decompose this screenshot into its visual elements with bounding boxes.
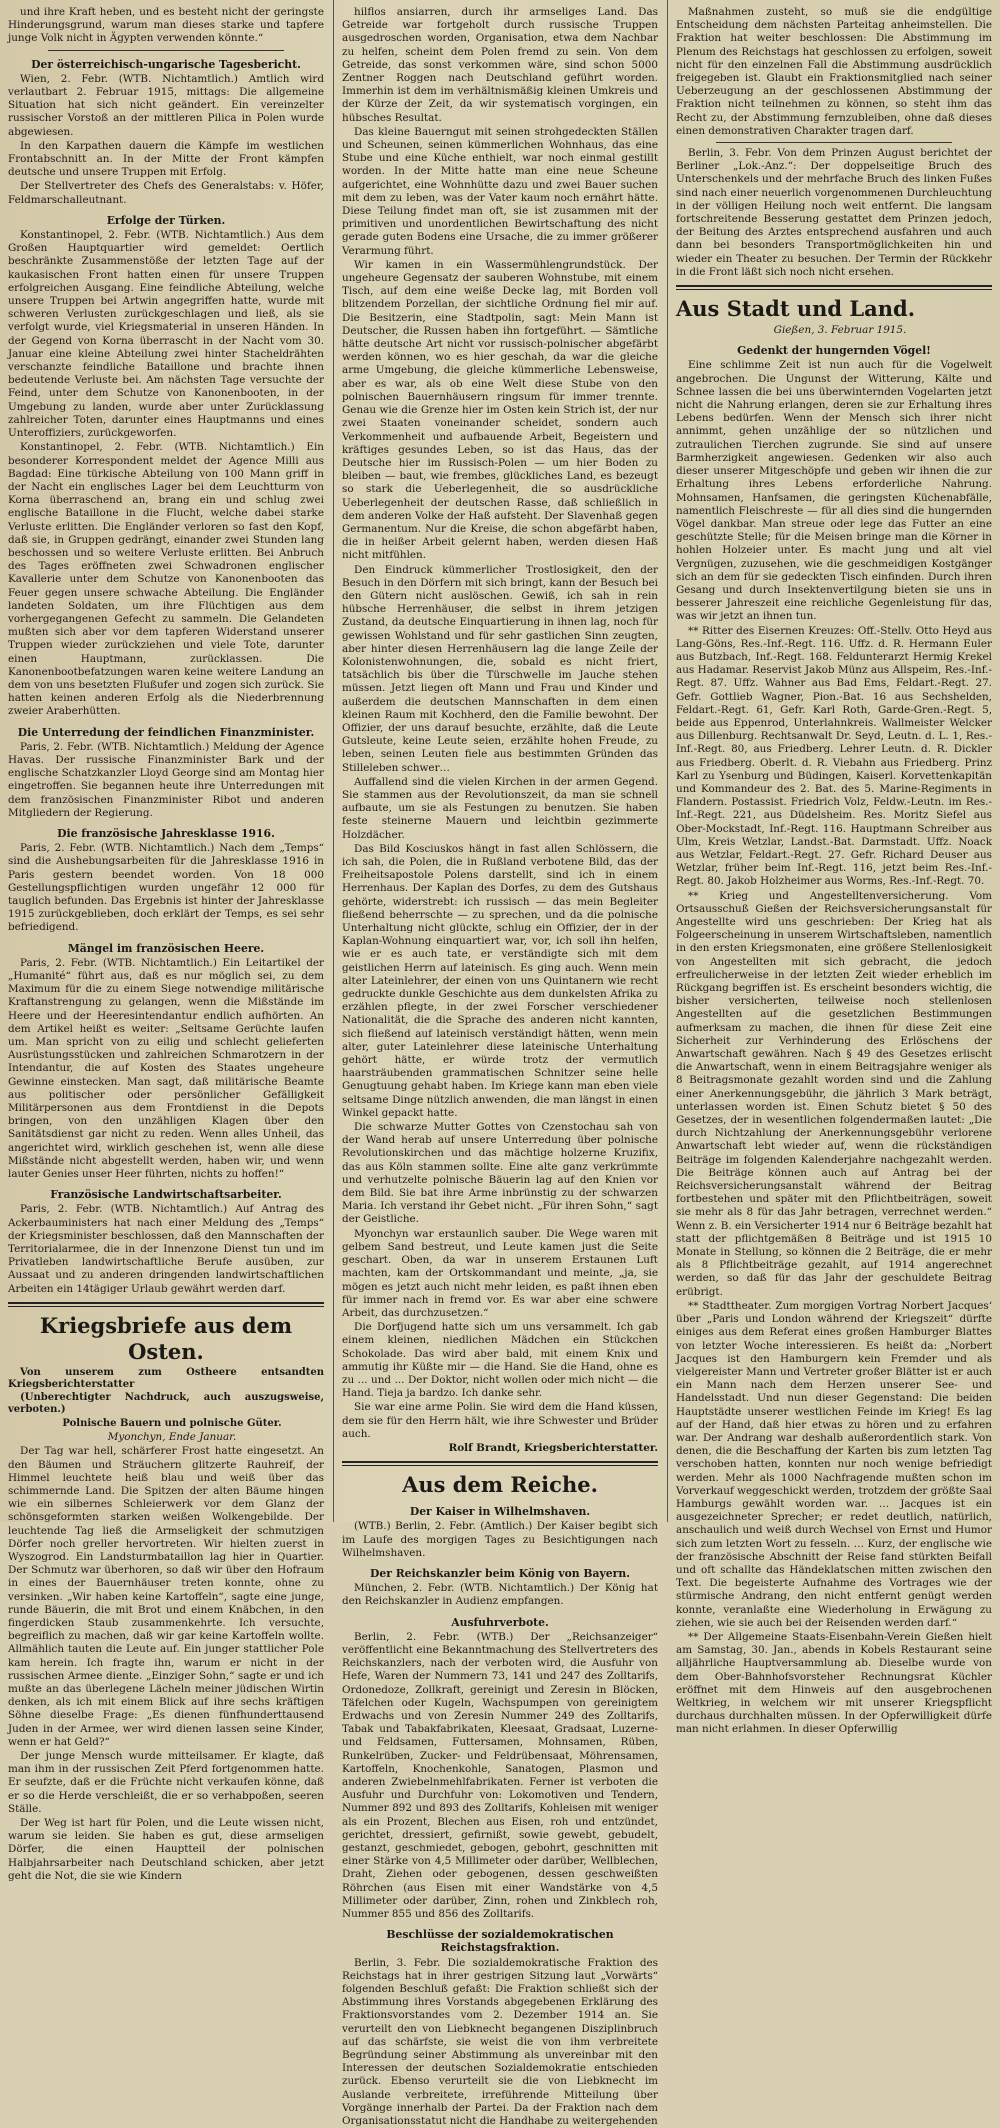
headline-french-class-1916: Die französische Jahresklasse 1916. bbox=[57, 826, 275, 840]
carryover-text: und ihre Kraft heben, und es besteht nicht der geringste Hinderungsgrund, warum man dieses starke und tapfere junge Volk nicht in Ägypten verwenden könnte.“ bbox=[8, 6, 324, 45]
article-paragraph: Konstantinopel, 2. Febr. (WTB. Nichtamtlich.) Aus dem Großen Hauptquartier wird gemeldet: Oertlich beschränkte Zusammenstöße der letzten Tage auf der kaukasischen Front hatten einen für unsere Truppen erfolgreichen Ausgang. Eine feindliche Abteilung, welche unsere Truppen bei Artwin angegriffen hatte, wurde mit schweren Verlusten zurückgeschlagen und ließ, als sie verfolgt wurde, viel Kriegsmaterial in unseren Händen. In der Gegend von Korna überrascht in der Nacht vom 30. Januar eine kleine Abteilung zwei hinter Stacheldrähten verschanzte feindliche Bataillone und brachte ihnen bedeutende Verluste bei. Am nächsten Tage versuchte der Feind, unter dem Schutze von Kanonenbooten, in der Umgebung zu landen, wurde aber unter Zurücklassung zahlreicher Toten, darunter eines Hauptmanns und eines Unteroffiziers, zurückgeworfen. bbox=[8, 229, 324, 440]
headline-from-the-reich: Aus dem Reiche. bbox=[402, 1472, 598, 1498]
article-paragraph: ** Krieg und Angestelltenversicherung. Vom Ortsausschuß Gießen der Reichsversicherungsanstalt für Angestellte wird uns geschrieben: Der Krieg hat als Folgeerscheinung in unserem Wirtschaftsleben, namentlich in den ersten Kriegsmonaten, eine größere Stellenlosigkeit von Angestellten mit sich gebracht, die jedoch erfreulicherweise in der letzten Zeit wieder erheblich im Rückgang begriffen ist. Es erscheint besonders wichtig, die bisher versicherten, teilweise noch stellenlosen Angestellten auf die gesetzlichen Bestimmungen aufmerksam zu machen, die ihnen für diese Zeit eine Sicherheit zur Verhinderung des Erlöschens der Anwartschaft gewähren. Nach § 49 des Gesetzes erlischt die Anwartschaft, wenn in einem Beitragsjahre weniger als 8 Beitragsmonate gezahlt worden sind und die Zahlung einer Anerkennungsgebühr, die jährlich 3 Mark beträgt, unterlassen worden ist. Einen Schutz bietet § 50 des Gesetzes, der in wesentlichen folgendermaßen lautet: „Die durch Nichtzahlung der Anerkennungsgebühr verlorene Anwartschaft lebt wieder auf, wenn die rückständigen Beiträge im folgenden Kalenderjahre nachgezahlt werden. Die Beiträge können auch auf Antrag bei der Reichsversicherungsanstalt während der Beitrag fortbestehen und später mit den Pflichtbeiträgen, soweit sie mehr als 8 für das Jahr betragen, verrechnet werden.“ Wenn z. B. ein Versicherter 1914 nur 6 Beiträge bezahlt hat statt der pflichtgemäßen 8 Beiträge und ist 1915 10 Monate in Stellung, so können die 2 Beiträge, die er mehr als 8 Pflichtbeiträge gezahlt, auf 1914 angerechnet werden, so daß für das Jahr der geschuldete Beitrag erübrigt. bbox=[676, 889, 992, 1298]
headline-austro-hungarian-report: Der österreichisch-ungarische Tagesbericht. bbox=[31, 57, 301, 71]
article-paragraph: Eine schlimme Zeit ist nun auch für die Vogelwelt angebrochen. Die Ungunst der Witterung, Kälte und Schnee lassen die bei uns überwinternden Vogelarten jetzt nicht die Nahrung erlangen, deren sie zur Erhaltung ihres Lebens bedürfen. Wenn der Mensch sich ihrer nicht annimmt, gehen unzählige der so nützlichen und zutraulichen Tierchen zugrunde. Sie sind auf unsere Barmherzigkeit angewiesen. Gedenken wir also auch dieser unserer Mitgeschöpfe und geben wir ihnen die zur Erhaltung ihres Lebens erforderliche Nahrung. Mohnsamen, Hanfsamen, die geringsten Küchenabfälle, namentlich Fleischreste — für all dies sind die hungernden Vögel dankbar. Man streue oder lege das Futter an eine geschützte Stelle; für die Meisen bringe man die Körner in hohlen Holzeier unter. Es macht jung und alt viel Vergnügen, zuzusehen, wie die geschmeidigen Kostgänger sich an dem für sie gedeckten Tisch einfinden. Durch ihren Gesang und durch Insektenvertilgung bieten sie uns in besserer Jahreszeit eine reichliche Gegenleistung für das, was wir jetzt an ihnen tun. bbox=[676, 359, 992, 623]
reprint-notice: (Unberechtigter Nachdruck, auch auszugsweise, verboten.) bbox=[8, 1391, 324, 1415]
article-paragraph: Der Stellvertreter des Chefs des Generalstabs: v. Höfer, Feldmarschalleutnant. bbox=[8, 180, 324, 206]
article-paragraph: Sie war eine arme Polin. Sie wird dem die Hand küssen, dem sie für den Herrn hält, wie ihre Schwester und Brüder auch. bbox=[342, 1401, 658, 1440]
article-paragraph: Die Dorfjugend hatte sich um uns versammelt. Ich gab einem kleinen, niedlichen Mädchen ein Stückchen Schokolade. Das wird aber bald, mit einem Knix und ammutig ihr Küßte mir — die Hand. Sie die Hand, ohne es zu ... und ... Der Doktor, nicht wollen oder mich nicht — die Hand. Tieja ja bardzo. Ich danke sehr. bbox=[342, 1321, 658, 1400]
headline-turkish-success: Erfolge der Türken. bbox=[106, 213, 226, 227]
article-paragraph: In den Karpathen dauern die Kämpfe im westlichen Frontabschnitt an. In der Mitte der Front kämpfen deutsche und unsere Truppen mit Erfolg. bbox=[8, 139, 324, 179]
section-rule bbox=[8, 1302, 324, 1307]
divider bbox=[716, 142, 952, 143]
headline-war-letters-east: Kriegsbriefe aus dem Osten. bbox=[39, 1312, 293, 1364]
article-paragraph: Maßnahmen zusteht, so muß sie die endgültige Entscheidung dem nächsten Parteitag anheimstellen. Die Fraktion hat weiter beschlossen: Die Abstimmung im Plenum des Reichstags hat geschlossen zu erfolgen, soweit nicht für den einzelnen Fall die Abstimmung ausdrücklich freigegeben ist. Glaubt ein Fraktionsmitglied nach seiner Ueberzeugung an der geschlossenen Abstimmung der Fraktion nicht teilnehmen zu können, so steht ihm das Recht zu, der Abstimmung fernzubleiben, ohne daß dieses einen demonstrativen Charakter tragen darf. bbox=[676, 6, 992, 137]
headline-chancellor-bavaria: Der Reichskanzler beim König von Bayern. bbox=[370, 1566, 630, 1580]
article-paragraph: Die schwarze Mutter Gottes von Czenstochau sah von der Wand herab auf unsere Unterredung über polnische Revolutionskirchen und das mächtige holzerne Kruzifix, das aus Köln stammen sollte. Eine alte ganz verkrümmte und verhutzelte polnische Bäuerin lag auf den Knien vor dem Bild. Sie bat ihre Arme inbrünstig zu der schwarzen Maria. Ich verstand ihr Gebet nicht. „Für ihren Sohn,“ sagt der Geistliche. bbox=[342, 1121, 658, 1226]
article-paragraph: Myonchyn war erstaunlich sauber. Die Wege waren mit gelbem Sand bestreut, und Leute kamen just die Seite geschart. Oben, da war in unserem Erstaunen Luft machten, kam der Ortskommandant und meinte, „ja, sie mögen es jetzt auch nicht mehr leiden, es paßt ihnen eben für immer nach in fremd vor. Es war aber eine schwere Arbeit, das durchzusetzen.“ bbox=[342, 1227, 658, 1319]
column-1 bbox=[0, 0, 332, 1882]
article-paragraph: (WTB.) Berlin, 2. Febr. (Amtlich.) Der Kaiser begibt sich im Laufe des morgigen Tages zu Besichtigungen nach Wilhelmshaven. bbox=[342, 1520, 658, 1559]
article-paragraph: Paris, 2. Febr. (WTB. Nichtamtlich.) Auf Antrag des Ackerbauministers hat nach einer Meldung des „Temps“ der Kriegsminister beschlossen, daß den Mannschaften der Territorialarmee, die in der Innenzone Dienst tun und im Privatleben landwirtschaftliche Berufe ausüben, zur Aussaat und zu anderen dringenden landwirtschaftlichen Arbeiten ein 14tägiger Urlaub gewährt werden darf. bbox=[8, 1203, 324, 1295]
article-paragraph: Auffallend sind die vielen Kirchen in der armen Gegend. Sie stammen aus der Revolutionszeit, da man sie schnell aufbaute, um sie als Festungen zu benutzen. Sie haben feste steinerne Mauern und leichtbin gezimmerte Holzdächer. bbox=[342, 775, 658, 841]
headline-sd-faction-resolutions: Beschlüsse der sozialdemokratischen Reichstagsfraktion. bbox=[386, 1928, 614, 1955]
article-paragraph: Berlin, 3. Febr. Von dem Prinzen August berichtet der Berliner „Lok.-Anz.“: Der doppelseitige Bruch des Unterschenkels und der mehrfache Bruch des linken Fußes sind nach einer neuerlich vorgenommenen Durchleuchtung in der völligen Heilung noch weit entfernt. Die langsam fortschreitende Besserung gestattet dem Prinzen jedoch, der Beitung des Arztes entsprechend ausfahren und auch dann bei besonders Transportmöglichkeiten hin und wieder ein Theater zu besuchen. Der Termin der Rückkehr in die Front läßt sich noch nicht ersehen. bbox=[676, 147, 992, 278]
article-paragraph: Den Eindruck kümmerlicher Trostlosigkeit, den der Besuch in den Dörfern mit sich bringt, kann der Besuch bei den Gütern nicht auslöschen. Gewiß, ich sah in rein hübsche Herrenhäuser, die selbst in ihrem jetzigen Zustand, da deutsche Einquartierung in ihnen lag, noch für gewissen Wohlstand und für sehr gastlichen Sinn zeugten, aber hinter diesen Herrenhäusern lag die lange Zeile der Kolonistenwohnungen, die, sobald es nicht friert, tatsächlich bis über die Türschwelle im Jauche stehen müssen. Jetzt liegen oft Mann und Frau und Kinder und außerdem die deutschen Mannschaften in dem einen kleinen Raum mit Kochherd, den die Familie bewohnt. Der Offizier, der uns darauf besuchte, erzählte, daß die Leute Gutsleute, keine Leute seien, erzählte hohen Freude, zu leben, seinen Leuten fiele aus bestimmten Gründen das Stilleleben schwer… bbox=[342, 563, 658, 774]
byline: Von unserem zum Ostheere entsandten Kriegsberichterstatter bbox=[8, 1366, 324, 1390]
dateline: Myonchyn, Ende Januar. bbox=[107, 1431, 237, 1444]
article-paragraph: Wien, 2. Febr. (WTB. Nichtamtlich.) Amtlich wird verlautbart 2. Februar 1915, mittags: Die allgemeine Situation hat sich nicht geändert. Ein vereinzelter russischer Vorstoß an der mittleren Pilica in Polen wurde abgewiesen. bbox=[8, 72, 324, 138]
divider bbox=[48, 50, 284, 51]
article-paragraph: Das kleine Bauerngut mit seinen strohgedeckten Ställen und Scheunen, seinen kümmerlichen Wohnhaus, das eine Stube und eine Küche enthielt, war noch einmal gestillt worden. In der Mitte hatte man eine neue Scheune aufgerichtet, eine Wohnhütte dazu und zwei Bauer suchen mit dem zu leben, was der Vater kaum noch ernährt hätte. Diese Teilung findet man oft, sie ist zusammen mit der primitiven und unordentlichen Bewirtschaftung des nicht gerade guten Bodens eine Ursache, die zu immer größerer Verarmung führt. bbox=[342, 125, 658, 257]
article-paragraph: Paris, 2. Febr. (WTB. Nichtamtlich.) Nach dem „Temps“ sind die Aushebungsarbeiten für die Jahresklasse 1916 in Paris gestern beendet worden. Von 18 000 Gestellungspflichtigen wurden ungefähr 12 000 für tauglich befunden. Das Ergebnis ist hinter der Jahresklasse 1915 zurückgeblieben, doch erklärt der Temps, es sei sehr befriedigend. bbox=[8, 842, 324, 934]
section-rule bbox=[676, 285, 992, 290]
article-paragraph: Das Bild Kosciuskos hängt in fast allen Schlössern, die ich sah, die Polen, die in Rußland verbotene Bild, das der Freiheitsapostole Polens darstellt, sind ich in einem Herrenhaus. Der Kaplan des Dorfes, zu dem des Gutshaus gehörte, widerstrebt: ich russisch — das mein Begleiter fließend beherrschte — zu sprechen, und da die polnische Unterhaltung nicht glückte, schlug ein Offizier, der in der Kaplan-Wohnung einquartiert war, vor, ich soll ihn helfen, wie er es auch tate, er verständigte sich mit dem geistlichen Herrn auf lateinisch. Es ging auch. Wenn mein alter Lateinlehrer, der einen von uns Quintanern wie recht gedruckte dunkle Geschichte aus dem dunkelsten Afrika zu erzählen pflegte, in der zwei Forscher verschiedener Nationalität, die die Sprache des anderen nicht kannten, sich fließend auf lateinisch verständigt hätten, wenn mein alter, guter Lateinlehrer diese lateinische Unterhaltung gehört hätte, er würde trotz der vermutlich haarsträubenden grammatischen Schnitzer seine helle Genugtuung gehabt haben. Im Kriege kann man eben viele seltsame Dinge nützlich anwenden, die man längst in einen Winkel gepackt hatte. bbox=[342, 842, 658, 1119]
headline-town-and-country: Aus Stadt und Land. bbox=[676, 296, 916, 322]
headline-french-farm-workers: Französische Landwirtschaftsarbeiter. bbox=[50, 1188, 282, 1202]
column-2 bbox=[333, 0, 666, 2128]
article-paragraph: Der junge Mensch wurde mitteilsamer. Er klagte, daß man ihm in der russischen Zeit Pferd fortgenommen hatte. Er seufzte, daß er die Früchte nicht verkaufen könne, daß er so die Herde verschleißt, die er so verhabpoßen, seeren Ställe. bbox=[8, 1749, 324, 1815]
article-paragraph: Konstantinopel, 2. Febr. (WTB. Nichtamtlich.) Ein besonderer Korrespondent meldet der Agence Milli aus Bagdad: Eine türkische Abteilung von 100 Mann griff in der Nacht ein englisches Lager bei dem Leuchtturm von Korna überraschend an, brang ein und schlug zwei englische Bataillone in die Flucht, welche dabei starke Verluste erlitten. Die Engländer verloren so fast den Kopf, daß sie, in Gruppen gedrängt, einander zwei Stunden lang beschossen und so weitere Verluste erlitten. Bei Anbruch des Tages eröffneten zwei Schwadronen englischer Kavallerie unter dem Schutze von Kanonenbooten das Feuer gegen unsere schwache Abteilung. Die Engländer landeten Soldaten, um ihre Flüchtigen aus dem vorhergegangenen Gefecht zu sammeln. Die Gelandeten mußten sich aber vor dem tapferen Widerstand unserer Truppen wieder zurückziehen und viele Tote, darunter einen Hauptmann, zurücklassen. Die Kanonenbootbefatzungen waren keine weitere Landung an dem von uns besetzten Flußufer und zogen sich zurück. Sie hatten keinen anderen Erfolg als die Niederbrennung zweier Araberhütten. bbox=[8, 441, 324, 718]
article-paragraph: ** Stadttheater. Zum morgigen Vortrag Norbert Jacques‘ über „Paris und London während der Kriegszeit“ dürfte einiges aus dem Referat eines großen Hamburger Blattes von letzter Woche interessieren. Es heißt da: „Norbert Jacques ist den Hamburgern kein Fremder und als vielgereister Mann und Vertreter großer Blätter ist er auch ein Mann nach dem Herzen unserer See- und Handelsstadt. Und nun dieser Gegenstand: Die beiden Hauptstädte unserer westlichen Feinde im Krieg! Es lag auf der Hand, daß hier etwas zu hören und zu erfahren war. Der Andrang war deshalb außerordentlich stark. Von denen, die die Beschaffung der Karten bis zum letzten Tag verschoben hatten, konnten nur noch wenige befriedigt werden. Mehr als 1000 Nachfragende mußten schon im Vorverkauf weggeschickt werden, trotzdem der größte Saal Hamburgs gewählt worden war. … Jacques ist ein ausgezeichneter Sprecher; er redet deutlich, natürlich, anschaulich und weiß durch Wechsel von Ernst und Humor sich zum letzten Wort zu fesseln. … Kurz, der englische wie der französische Abschnitt der Reise fand stürkten Beifall und oft schallte das Händeklatschen mitten zwischen den Text. Die begeisterte Aufnahme des Vortrages wie der stürmische Andrang, den nicht entfernt genügt werden konnte, veranlaßte eine Wiederholung in Erwägung zu ziehen, wie sie auch bei der Reisenden werden darf.“ bbox=[676, 1299, 992, 1629]
headline-french-army-defects: Mängel im französischen Heere. bbox=[67, 941, 265, 955]
headline-export-bans: Ausfuhrverbote. bbox=[451, 1615, 549, 1629]
article-paragraph: ** Der Allgemeine Staats-Eisenbahn-Verein Gießen hielt am Samstag, 30. Jan., abends in Kobels Restaurant seine alljährliche Hauptversammlung ab. Dieselbe wurde von dem Ober-Bahnhofsvorsteher Rechnungsrat Küchler eröffnet mit dem Hinweis auf den ausgebrochenen Weltkrieg, in welchem wir mit unserer Kriegspflicht durchaus durchhalten müssen. In der Opferwilligkeit dürfe man nicht erlahmen. In dieser Opferwillig bbox=[676, 1630, 992, 1736]
dateline: Gießen, 3. Februar 1915. bbox=[773, 324, 907, 337]
subheadline-polish-farmers: Polnische Bauern und polnische Güter. bbox=[62, 1417, 282, 1429]
article-paragraph: Paris, 2. Febr. (WTB. Nichtamtlich.) Meldung der Agence Havas. Der russische Finanzminister Bark und der englische Schatzkanzler Lloyd George sind am Montag hier eingetroffen. Sie begannen heute ihre Unterredungen mit dem französischen Finanzminister Ribot und anderen Mitgliedern der Regierung. bbox=[8, 740, 324, 819]
article-paragraph: hilflos ansiarren, durch ihr armseliges Land. Das Getreide war fortgeholt durch russische Truppen ausgedroschen worden, Organisation, etwa dem Nachbar zu helfen, scheint dem Polen fremd zu sein. Von dem Getreide, das sonst verkommen wäre, sind schon 5000 Zentner Roggen nach Deutschland geführt worden. Immerhin ist dem im verhältnismäßig kleinen Umkreis und der Kürze der Zeit, da wir systematisch vorgingen, ein hübsches Resultat. bbox=[342, 6, 658, 124]
column-3 bbox=[667, 0, 1000, 1736]
article-paragraph: Der Weg ist hart für Polen, und die Leute wissen nicht, warum sie leiden. Sie haben es gut, diese armseligen Dörfer, die einen Hauptteil der polnischen Halbjahrsarbeiter nach Deutschland schicken, aber jetzt geht die Not, die sie wie Kindern bbox=[8, 1816, 324, 1882]
article-paragraph: Berlin, 3. Febr. Die sozialdemokratische Fraktion des Reichstags hat in ihrer gestrigen Sitzung laut „Vorwärts“ folgenden Beschluß gefaßt: Die Fraktion schließt sich der Abstimmung ihres Vorstands abgegebenen Erklärung des Fraktionsvorstandes vom 2. Dezember 1914 an. Sie verurteilt den von Liebknecht begangenen Disziplinbruch auf das schärfste, sie weist die von ihm verbreitete Begründung seiner Abstimmung als unvereinbar mit den Interessen der deutschen Sozialdemokratie entschieden zurück. Ebenso verurteilt sie die von Liebknecht im Auslande verbreitete, irreführende Mitteilung über Vorgänge innerhalb der Partei. Da der Fraktion nach dem Organisationsstatut nicht die Handhabe zu weitergehenden bbox=[342, 1956, 658, 2128]
article-paragraph: Paris, 2. Febr. (WTB. Nichtamtlich.) Ein Leitartikel der „Humanité“ führt aus, daß es nur möglich sei, zu dem Maximum für die zu einem Siege notwendige militärische Kraftanstrengung zu gelangen, wenn die Mißstände im Heere und der Heeresintendantur endlich aufhörten. An dem Artikel heißt es weiter: „Seltsame Gerüchte laufen um. Man spricht von zu eilig und schlecht gelieferten Ausrüstungsstücken und zahlreichen Schmarotzern in der Intendantur, die auf Kosten des Staates ungeheure Gewinne einstecken. Man sagt, daß militärische Beamte aus politischer oder persönlicher Gefälligkeit Militärpersonen aus dem Frontdienst in die Depots bringen, von den unzähligen Klagen über den Sanitätsdienst gar nicht zu reden. Wenn alles Unheil, das angerichtet wird, wirklich geschehen ist, wenn alle diese Mißstände nicht abgestellt werden, haben wir, und wenn lauter Genies unser Heer führten, nichts zu hoffen!“ bbox=[8, 956, 324, 1181]
author-signature: Rolf Brandt, Kriegsberichterstatter. bbox=[448, 1441, 658, 1454]
section-rule bbox=[342, 1461, 658, 1466]
article-paragraph: ** Ritter des Eisernen Kreuzes: Off.-Stellv. Otto Heyd aus Lang-Göns, Res.-Inf.-Regt. 116. Uffz. d. R. Hermann Euler aus Butzbach, Inf.-Regt. 168. Feldunterarzt Hermig Krekel aus Hadamar. Reservist Jakob Münz aus Allspeim, Res.-Inf.-Regt. 87. Uffz. Wahner aus Bad Ems, Feldart.-Regt. 27. Gefr. Gottlieb Wagner, Pion.-Bat. 16 aus Sechshelden, Feldart.-Regt. 61, Gefr. Karl Roth, Garde-Gren.-Regt. 5, beide aus Eppenrod, Unterlahnkreis. Wallmeister Welcker aus Dillenburg. Rechtsanwalt Dr. Seyd, Leutn. d. L. 1, Res.-Inf.-Regt. 80, aus Friedberg. Lehrer Leutn. d. R. Dickler aus Friedberg. Oberlt. d. R. Viebahn aus Friedberg. Prinz Karl zu Ysenburg und Büdingen, Kaiserl. Korvettenkapitän und Kommandeur des 2. Bat. des 5. Marine-Regiments in Flandern. Postassist. Friedrich Volz, Feldw.-Leutn. im Res.-Inf.-Regt. 221, aus Düdelsheim. Res. Moritz Siefel aus Ober-Mockstadt, Inf.-Regt. 116. Hauptmann Schreiber aus Ulm, Kreis Wetzlar, Landst.-Bat. Darmstadt. Uffz. Noack aus Wetzlar, Feldart.-Regt. 27. Gefr. Richard Deuser aus Wetzlar, früher beim Inf.-Regt. 116, jetzt beim Res.-Inf.-Regt. 80. Jakob Holzheimer aus Worms, Res.-Inf.-Regt. 70. bbox=[676, 624, 992, 888]
headline-kaiser-wilhelmshaven: Der Kaiser in Wilhelmshaven. bbox=[409, 1505, 591, 1519]
article-paragraph: Wir kamen in ein Wassermühlengrundstück. Der ungeheure Gegensatz der sauberen Wohnstube, mit einem Tisch, auf dem eine weiße Decke lag, mit Borden voll blitzendem Porzellan, der sichtliche Ordnung fiel mir auf. Die Besitzerin, eine Stadtpolin, sagt: Mein Mann ist Deutscher, die Russen haben ihn fortgeführt. — Sämtliche hätte deutsche Art nicht vor russisch-polnischer abgefärbt werden können, wo es hier geschah, da war die gleiche arme Umgebung, die gleiche kümmerliche Lebensweise, aber es war, als ob eine Welt diese Stube von den polnischen Bauernhäusern ringsum für immer trennte. Genau wie die Grenze hier im Osten kein Strich ist, der nur zwei Staaten voneinander scheidet, sondern auch Verkommenheit und aufbauende Arbeit, Begeistern und kräftiges gesundes Leben, so ist das Haus, das der Deutsche hier im Russisch-Polen — um hier Boden zu bleiben — baut, wie frembes, glückliches Land, es bezeugt so stark die Ueberlegenheit, die so ausdrückliche Ueberlegenheit der deutschen Rasse, daß schließlich in dem anderen Volke der Haß aufsteht. Der Slavenhaß gegen Germanentum. Nur die Kreise, die schon abgefärbt haben, die in heißer Arbeit gelernt haben, werden diesen Haß nicht mitfühlen. bbox=[342, 258, 658, 562]
article-paragraph: Berlin, 2. Febr. (WTB.) Der „Reichsanzeiger“ veröffentlicht eine Bekanntmachung des Stellvertreters des Reichskanzlers, nach der verboten wird, die Ausfuhr von Hefe, Waren der Nummern 73, 141 und 247 des Zolltarifs, Ordonedoze, Zollkraft, gereinigt und Zeresin in Blöcken, Täfelchen oder Kugeln, Wachspumpen von gereinigtem Erdwachs und von Zeresin Nummer 249 des Zolltarifs, Tabak und Tabakfabrikaten, Kleesaat, Gradsaat, Luzerne- und Feldsamen, Futtersamen, Mohnsamen, Rüben, Runkelrüben, Zucker- und Feldrübensaat, Möhrensamen, Kartoffeln, Knochenkohle, Sanatogen, Plasmon und anderen Zwiebelnmehlfabrikaten. Ferner ist verboten die Ausfuhr und Durchfuhr von: Lokomotiven und Tendern, Nummer 892 und 893 des Zolltarifs, Kohleisen mit weniger als ein Prozent, Blechen aus Eisen, roh und entzündet, gerichtet, dressiert, gefirnißt, sowie gewebt, gebudelt, gestanzt, geschmiedet, gebogen, gebohrt, geschnitten mit einer Stärke von 4,5 Millimeter oder darüber, Wellblechen, Draht, Ziehen oder gebogenen, dessen geschweißten Röhrchen (aus Eisen mit einer Wandstärke von 4,5 Millimeter oder darüber, Zinn, rohen und Zinkblech roh, Nummer 855 und 856 des Zolltarifs. bbox=[342, 1630, 658, 1921]
headline-hungry-birds: Gedenkt der hungernden Vögel! bbox=[737, 344, 931, 358]
headline-finance-ministers: Die Unterredung der feindlichen Finanzminister. bbox=[17, 725, 315, 739]
article-paragraph: Der Tag war hell, schärferer Frost hatte eingesetzt. An den Bäumen und Sträuchern glitzerte Rauhreif, der Himmel leuchtete heiß blau und weiß über das schimmernde Land. Die Spitzen der alten Bäume hingen wie ein silbernes Schleierwerk vor dem Glanz der schönsgeformten starken weißen Wolkengebilde. Der leuchtende Tag ließ die Armseligkeit der schmutzigen Dörfer noch greller hervortreten. Wir hielten zuerst in Wyszogrod. Ein Landsturmbataillon lag hier in Quartier. Der Schmutz war überhoren, so daß wir über den Hofraum in eines der Bauernhäuser treten konnte, ohne zu versinken. „Wir haben keine Kartoffeln“, sagte eine junge, runde Bäuerin, die mit Brot und einem Knäbchen, in den fingerdicken Staub zusammenkehrte. Ich versuchte, begreiflich zu machen, daß wir gar keine Kartoffeln wollte. Allmählich tauten die Leute auf. Ein junger stattlicher Pole kam herein. Ich fragte ihn, warum er nicht in der russischen Armee diente. „Einziger Sohn,“ sagte er und ich mußte an das überlegene Lächeln meiner jüdischen Wirtin denken, als ich mit einem Blick auf ihre sechs kräftigen Söhne dieselbe Frage: „Es dienen fünfhunderttausend Juden in der Armee, wer wird dienen lassen seine Kinder, wenn er hat Geld?“ bbox=[8, 1445, 324, 1748]
article-paragraph: München, 2. Febr. (WTB. Nichtamtlich.) Der König hat den Reichskanzler in Audienz empfangen. bbox=[342, 1582, 658, 1608]
